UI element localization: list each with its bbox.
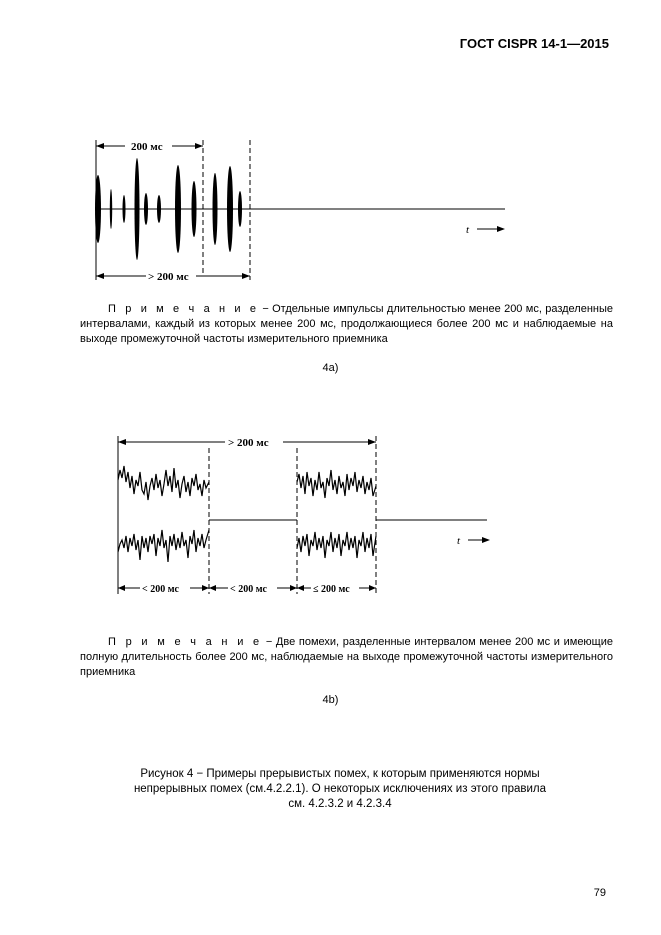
page-number: 79: [593, 887, 606, 899]
note-b-title: П р и м е ч а н и е: [108, 636, 263, 648]
caption-line-2: непрерывных помех (см.4.2.2.1). О некоторых исключениях из этого правила: [133, 783, 547, 795]
fig-a-bottom-dim-label: > 200 мс: [148, 271, 189, 283]
fig-a-top-dim-label: 200 мс: [131, 141, 163, 153]
caption-line-3: см. 4.2.3.2 и 4.2.3.4: [288, 798, 392, 810]
fig-b-time-axis-label: t: [457, 535, 461, 547]
standard-id-header: ГОСТ CISPR 14-1—2015: [459, 36, 609, 51]
sub-label-4a: 4a): [322, 362, 339, 374]
note-b-text: − Две помехи, разделенные интервалом менее 200 мс и имеющие полную длительность более 200 мс, наблюдаемые на выходе промежуточной частоты измерительного приемника: [80, 636, 613, 678]
caption-line-1: Рисунок 4 − Примеры прерывистых помех, к которым применяются нормы: [140, 768, 540, 780]
sub-label-4b: 4b): [322, 694, 339, 706]
fig-b-dim3-label: ≤ 200 мс: [313, 584, 350, 595]
fig-b-dim2-label: < 200 мс: [230, 584, 267, 595]
note-a-text: − Отдельные импульсы длительностью менее 200 мс, разделенные интервалами, каждый из которых менее 200 мс, продолжающиеся более 200 мс и наблюдаемые на выходе промежуточной частоты измерительного приемника: [80, 303, 614, 345]
note-a-title: П р и м е ч а н и е: [108, 303, 260, 315]
fig-a-time-axis-label: t: [466, 224, 470, 236]
fig-b-dim1-label: < 200 мс: [142, 584, 179, 595]
figure-caption: [80, 767, 600, 812]
fig-b-top-dim-label: > 200 мс: [228, 437, 269, 449]
note-figure-4b: [80, 635, 613, 680]
